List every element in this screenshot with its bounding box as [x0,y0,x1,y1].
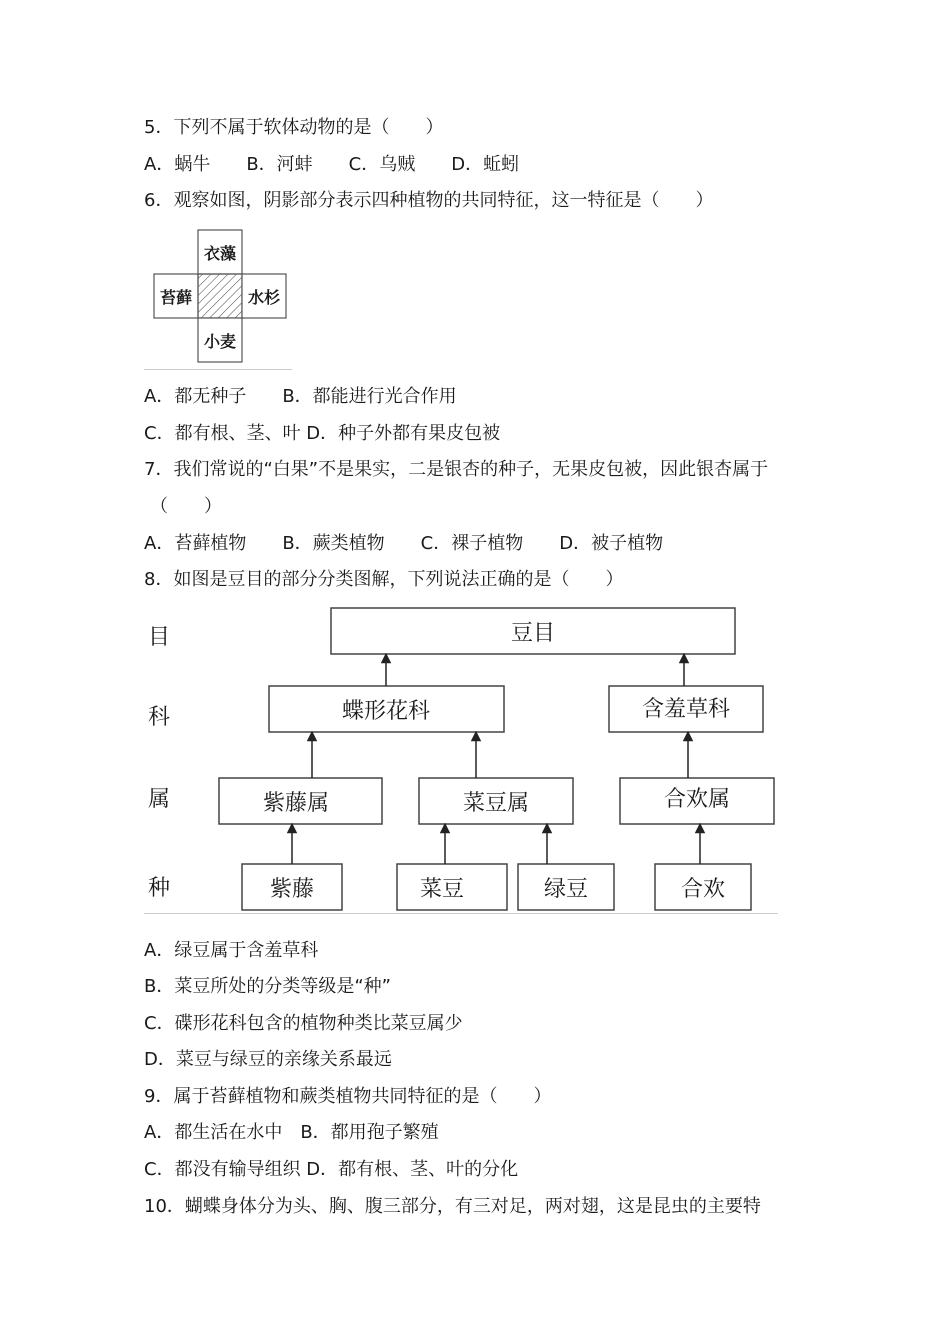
q7-options: A．苔藓植物 B．蕨类植物 C．裸子植物 D．被子植物 [144,533,664,554]
level-label-family: 科 [148,705,171,730]
family-label-1: 蝶形花科 [341,699,431,724]
q8-option-a: A．绿豆属于含羞草科 [144,940,319,961]
level-label-genus: 属 [148,787,171,812]
q8-option-d: D．菜豆与绿豆的亲缘关系最远 [144,1049,392,1070]
species-label-1: 紫藤 [269,877,315,902]
q6-stem: 6．观察如图，阴影部分表示四种植物的共同特征，这一特征是（ ） [144,190,714,211]
q10-stem: 10．蝴蝶身体分为头、胸、腹三部分，有三对足，两对翅，这是昆虫的主要特 [144,1196,761,1217]
order-label: 豆目 [510,621,556,646]
q7-stem-line2: （ ） [150,496,222,517]
species-label-2: 菜豆 [419,877,465,902]
level-label-order: 目 [148,625,171,650]
family-label-2: 含羞草科 [641,697,731,722]
q7-stem-line1: 7．我们常说的“白果”不是果实，二是银杏的种子，无果皮包被，因此银杏属于 [144,459,769,480]
genus-label-1: 紫藤属 [262,791,330,816]
plant-label-right: 水杉 [247,288,281,307]
genus-label-3: 合欢属 [663,787,731,812]
q8-option-c: C．碟形花科包含的植物种类比菜豆属少 [144,1013,463,1034]
q5-options: A．蜗牛 B．河蚌 C．乌贼 D．蚯蚓 [144,154,520,175]
plant-label-top: 衣藻 [203,244,237,263]
q5-stem: 5．下列不属于软体动物的是（ ） [144,117,444,138]
plant-label-bottom: 小麦 [203,332,237,351]
genus-label-2: 菜豆属 [462,791,530,816]
q8-classification-diagram [144,600,780,916]
q9-options-line2: C．都没有输导组织 D．都有根、茎、叶的分化 [144,1159,519,1180]
species-label-4: 合欢 [680,877,726,902]
species-label-3: 绿豆 [543,877,589,902]
q8-stem: 8．如图是豆目的部分分类图解，下列说法正确的是（ ） [144,569,624,590]
q8-option-b: B．菜豆所处的分类等级是“种” [144,976,391,997]
q6-options-line1: A．都无种子 B．都能进行光合作用 [144,386,457,407]
q9-options-line1: A．都生活在水中 B．都用孢子繁殖 [144,1122,439,1143]
plant-label-left: 苔藓 [159,288,193,307]
figure-divider-2 [144,913,778,914]
q9-stem: 9．属于苔藓植物和蕨类植物共同特征的是（ ） [144,1086,552,1107]
q6-options-line2: C．都有根、茎、叶 D．种子外都有果皮包被 [144,423,501,444]
q6-plant-cross-figure [144,222,294,372]
level-label-species: 种 [148,876,171,901]
figure-divider [144,369,292,370]
cross-center-shaded [198,274,242,318]
